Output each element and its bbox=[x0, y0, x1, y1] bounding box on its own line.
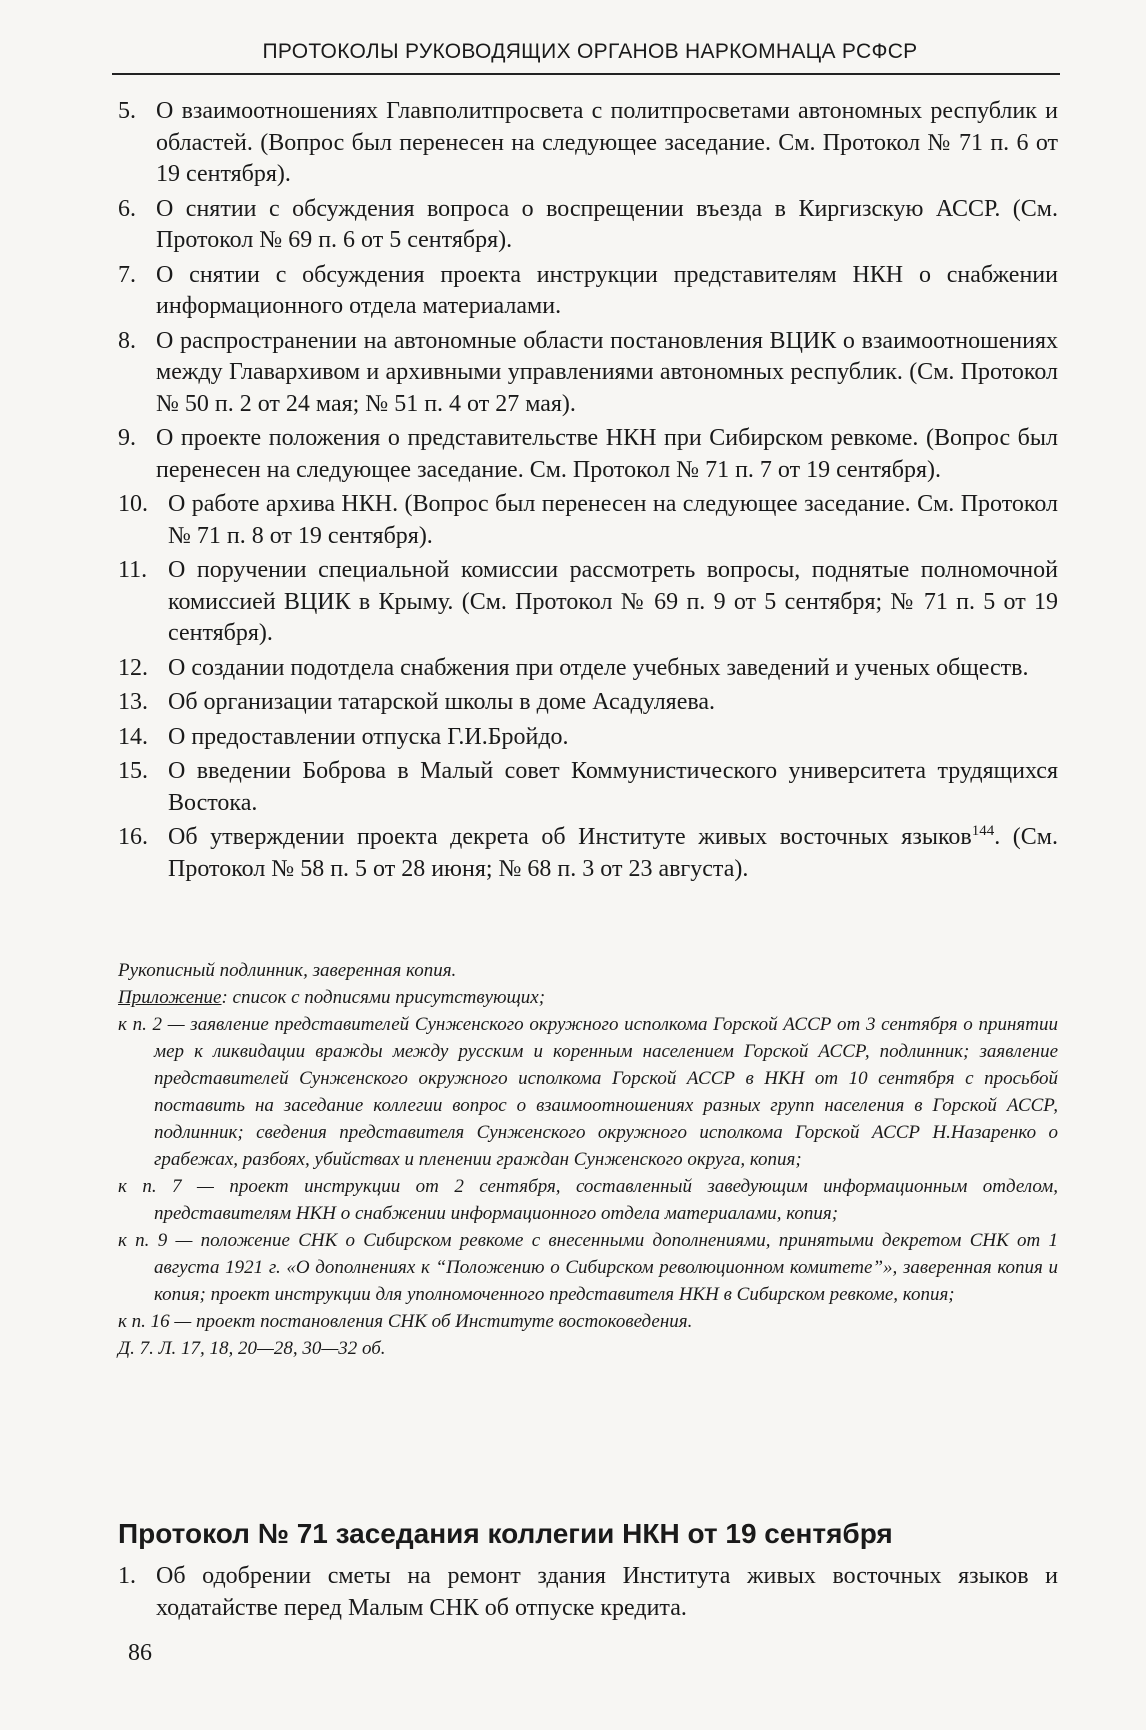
item-number: 6. bbox=[118, 195, 136, 222]
agenda-item bbox=[118, 722, 1058, 754]
agenda-item bbox=[118, 194, 1058, 257]
agenda-list bbox=[118, 96, 1058, 888]
appendix-text: : список с подписями присутствующих; bbox=[221, 987, 546, 1008]
item-text: О снятии с обсуждения проекта инструкции представителям НКН о снабжении информационного отдела материалами. bbox=[156, 261, 1058, 319]
agenda-item bbox=[118, 822, 1058, 885]
item-number: 9. bbox=[118, 425, 136, 451]
archive-reference: Д. 7. Л. 17, 18, 20—28, 30—32 об. bbox=[118, 1338, 386, 1359]
archival-notes bbox=[118, 957, 1058, 1362]
item-text-continued: . (См. Протокол № 58 п. 5 от 28 июня; № 68 п. 3 от 23 августа). bbox=[168, 824, 1058, 882]
source-note: Рукописный подлинник, заверенная копия. bbox=[118, 960, 457, 981]
item-text: О предоставлении отпуска Г.И.Бройдо. bbox=[168, 723, 569, 750]
item-number: 15. bbox=[118, 758, 148, 784]
item-number: 10. bbox=[118, 491, 148, 517]
item-text: Об организации татарской школы в доме Асадуляева. bbox=[168, 689, 716, 715]
item-text: О взаимоотношениях Главполитпросвета с политпросветами автономных республик и областей. (Вопрос был перенесен на следующее заседание. См. Протокол № 71 п. 6 от 19 сентября). bbox=[156, 98, 1058, 187]
item-text: О поручении специальной комиссии рассмотреть вопросы, поднятые полномочной комиссией ВЦИК в Крыму. (См. Протокол № 69 п. 9 от 5 сентября; № 71 п. 5 от 19 сентября). bbox=[168, 557, 1058, 646]
appendix-label: Приложение bbox=[118, 987, 222, 1008]
agenda-item bbox=[118, 326, 1058, 421]
agenda-item bbox=[118, 489, 1058, 552]
item-text: Об утверждении проекта декрета об Институте живых восточных языков bbox=[168, 824, 972, 850]
item-text: О снятии с обсуждения вопроса о воспрещении въезда в Киргизскую АССР. (См. Протокол № 69 п. 6 от 5 сентября). bbox=[156, 195, 1058, 253]
agenda-item bbox=[118, 687, 1058, 719]
item-number: 1. bbox=[118, 1563, 136, 1589]
agenda-item bbox=[118, 555, 1058, 650]
agenda-item bbox=[118, 653, 1058, 685]
appendix-p9: к п. 9 — положение СНК о Сибирском ревкоме с внесенными дополнениями, принятыми декретом СНК от 1 августа 1921 г. «О дополнениях к “Положению о Сибирском революционном комитете”», заверенная копия и копия; проект инструкции для уполномоченного представителя НКН в Сибирском ревкоме, копия; bbox=[118, 1230, 1058, 1305]
agenda-item bbox=[118, 96, 1058, 191]
agenda-item bbox=[118, 756, 1058, 819]
page-number: 86 bbox=[128, 1640, 152, 1666]
item-text: О распространении на автономные области постановления ВЦИК о взаимоотношениях между Главархивом и архивными управлениями автономных республик. (См. Протокол № 50 п. 2 от 24 мая; № 51 п. 4 от 27 мая). bbox=[156, 327, 1058, 417]
appendix-p2: к п. 2 — заявление представителей Сунженского окружного исполкома Горской АССР от 3 сентября о принятии мер к ликвидации вражды между русским и коренным населением Горской АССР, подлинник; заявление представителей Сунженского окружного исполкома Горской АССР в НКН от 10 сентября с просьбой поставить на заседание коллегии вопрос о взаимоотношениях разных групп населения в Горской АССР, подлинник; сведения представителя Сунженского окружного исполкома Горской АССР Н.Назаренко о грабежах, разбоях, убийствах и пленении граждан Сунженского округа, копия; bbox=[118, 1014, 1058, 1170]
item-number: 8. bbox=[118, 327, 136, 354]
footnote-ref: 144 bbox=[971, 823, 995, 839]
protocol-agenda-list bbox=[118, 1561, 1058, 1624]
item-number: 16. bbox=[118, 824, 148, 850]
item-text: О создании подотдела снабжения при отделе учебных заведений и ученых обществ. bbox=[168, 654, 1029, 681]
agenda-item bbox=[118, 260, 1058, 323]
item-text: О введении Боброва в Малый совет Коммунистического университета трудящихся Востока. bbox=[168, 758, 1058, 816]
protocol-title: Протокол № 71 заседания коллегии НКН от 19 сентября bbox=[118, 1518, 893, 1549]
item-number: 14. bbox=[118, 723, 148, 750]
appendix-note bbox=[118, 984, 1058, 1011]
appendix-p16: к п. 16 — проект постановления СНК об Институте востоковедения. bbox=[118, 1311, 693, 1332]
agenda-item bbox=[118, 423, 1058, 486]
item-text: О работе архива НКН. (Вопрос был перенесен на следующее заседание. См. Протокол № 71 п. 8 от 19 сентября). bbox=[168, 491, 1058, 549]
item-text: О проекте положения о представительстве НКН при Сибирском ревкоме. (Вопрос был перенесен на следующее заседание. См. Протокол № 71 п. 7 от 19 сентября). bbox=[156, 425, 1058, 483]
item-number: 12. bbox=[118, 654, 148, 681]
item-number: 7. bbox=[118, 261, 136, 288]
item-text: Об одобрении сметы на ремонт здания Института живых восточных языков и ходатайстве перед Малым СНК об отпуске кредита. bbox=[156, 1563, 1058, 1621]
item-number: 13. bbox=[118, 689, 148, 715]
running-head: ПРОТОКОЛЫ РУКОВОДЯЩИХ ОРГАНОВ НАРКОМНАЦА РСФСР bbox=[262, 40, 918, 63]
item-number: 5. bbox=[118, 98, 136, 124]
appendix-p7: к п. 7 — проект инструкции от 2 сентября, составленный заведующим информационным отделом, представителям НКН о снабжении информационного отдела материалами, копия; bbox=[118, 1176, 1058, 1224]
agenda-item bbox=[118, 1561, 1058, 1624]
header-rule bbox=[112, 73, 1060, 75]
item-number: 11. bbox=[118, 557, 148, 583]
